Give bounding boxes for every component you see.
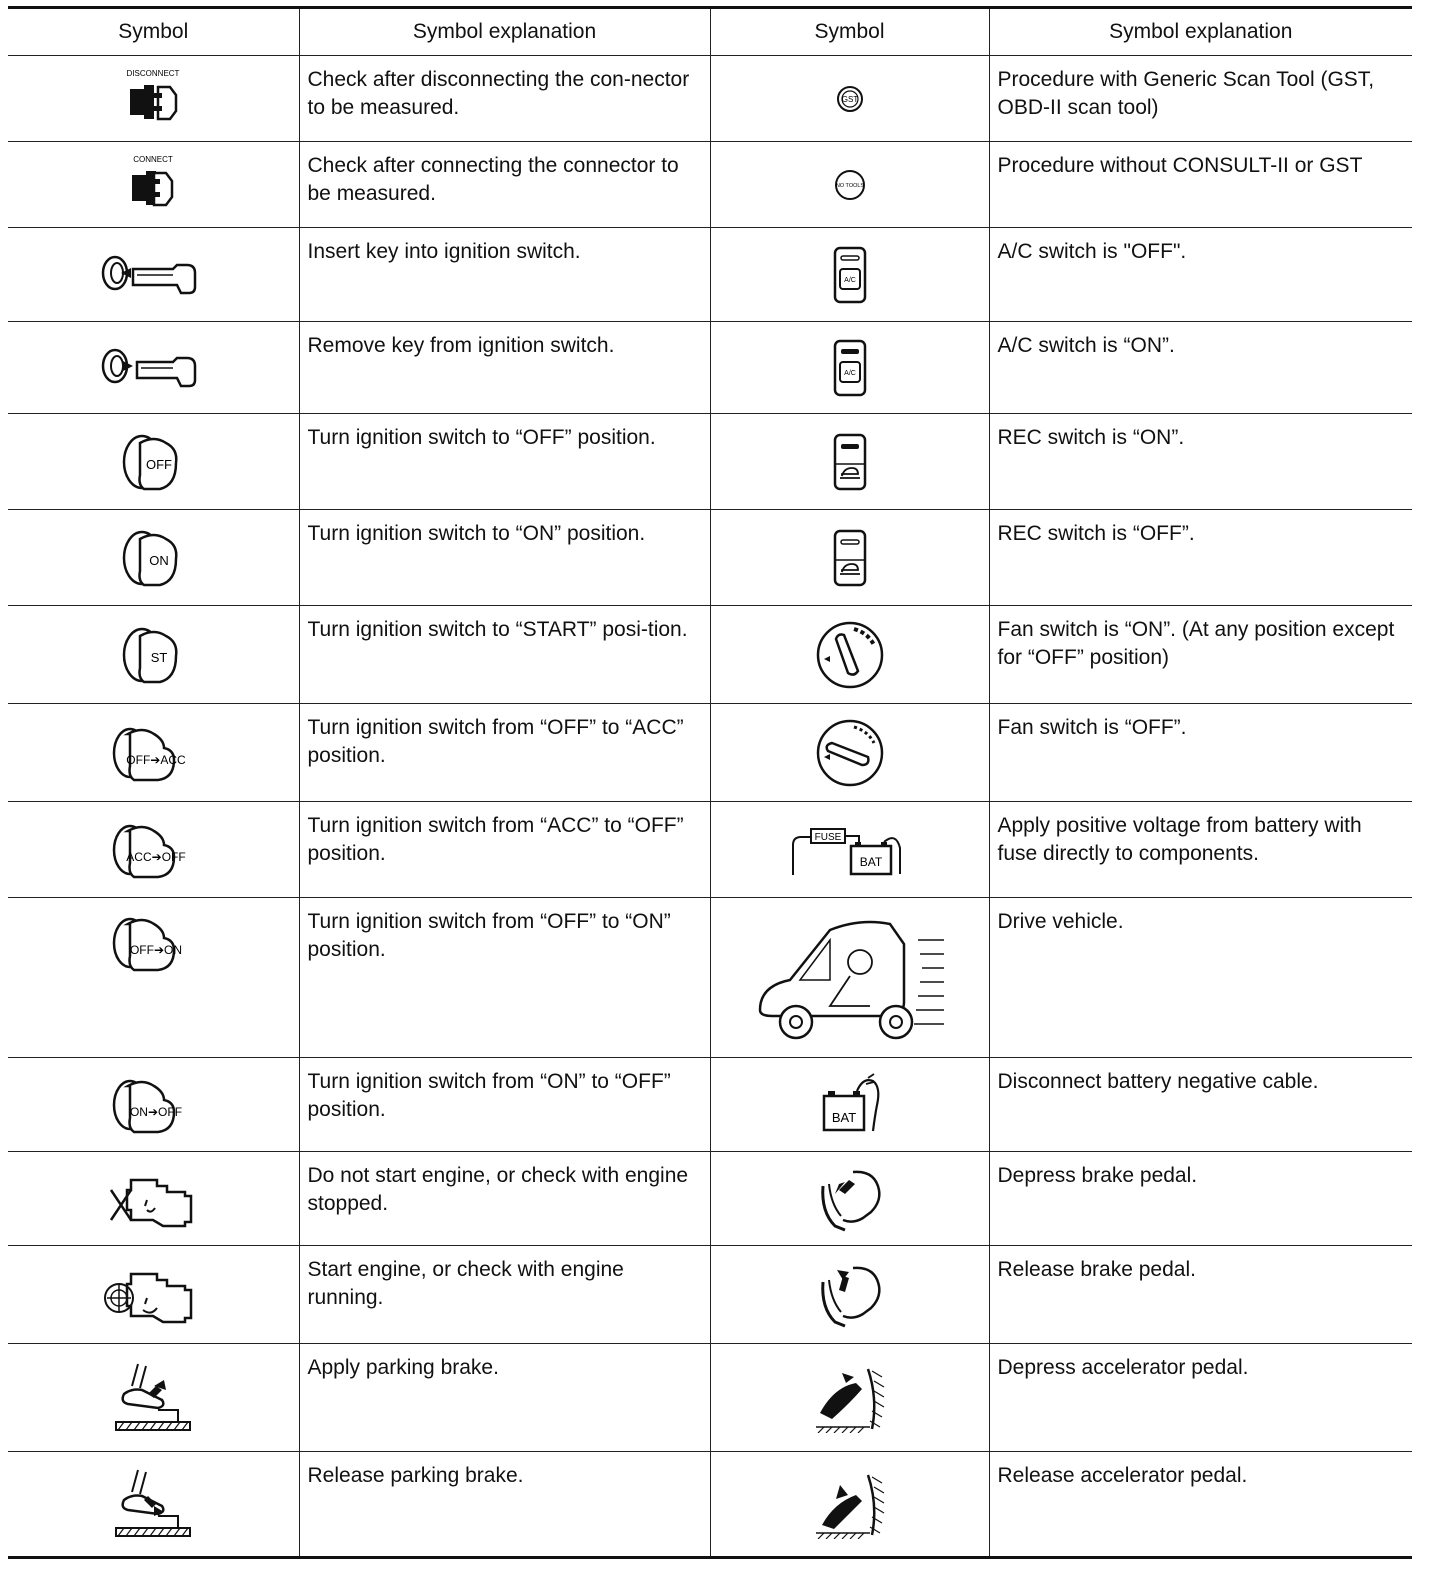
ac-switch-off-icon: [832, 245, 868, 305]
svg-text:BAT: BAT: [831, 1109, 856, 1125]
svg-text:ON➔OFF: ON➔OFF: [130, 1104, 183, 1119]
svg-text:A/C: A/C: [843, 369, 856, 377]
ignition-off-to-on-icon: [108, 910, 198, 976]
symbol-cell: [710, 802, 989, 898]
symbol-cell: [8, 606, 299, 704]
symbol-cell: [710, 1058, 989, 1152]
header-symbol-left: Symbol: [8, 8, 299, 56]
svg-text:ON: ON: [149, 552, 169, 568]
symbol-cell: [710, 414, 989, 510]
symbol-cell: [710, 228, 989, 322]
explanation-cell: Turn ignition switch to “ON” position.: [299, 510, 710, 606]
rec-switch-off-icon: [832, 528, 868, 588]
ignition-start-icon: [118, 622, 188, 688]
header-explanation-right: Symbol explanation: [989, 8, 1412, 56]
symbol-cell: [8, 56, 299, 142]
remove-key-icon: [93, 338, 213, 398]
explanation-cell: Apply positive voltage from battery with fuse directly to components.: [989, 802, 1412, 898]
explanation-cell: Turn ignition switch from “ACC” to “OFF” position.: [299, 802, 710, 898]
explanation-cell: Drive vehicle.: [989, 898, 1412, 1058]
gst-icon: [835, 84, 865, 114]
symbol-cell: [8, 802, 299, 898]
apply-parking-brake-icon: [108, 1360, 198, 1436]
svg-text:DISCONNECT: DISCONNECT: [126, 68, 180, 78]
svg-text:ACC➔OFF: ACC➔OFF: [126, 849, 186, 864]
symbol-cell: [710, 1152, 989, 1246]
explanation-cell: Fan switch is “OFF”.: [989, 704, 1412, 802]
table-row: [8, 56, 1412, 142]
symbol-cell: [8, 414, 299, 510]
header-row: [8, 8, 1412, 56]
table-row: [8, 1344, 1412, 1452]
explanation-cell: REC switch is “ON”.: [989, 414, 1412, 510]
connect-connector-icon: [108, 153, 198, 217]
ignition-acc-to-off-icon: [108, 817, 198, 883]
symbol-cell: [8, 1452, 299, 1558]
table-row: [8, 414, 1412, 510]
release-accelerator-icon: [812, 1469, 888, 1539]
explanation-cell: Remove key from ignition switch.: [299, 322, 710, 414]
explanation-cell: Depress brake pedal.: [989, 1152, 1412, 1246]
explanation-cell: Fan switch is “ON”. (At any position except for “OFF” position): [989, 606, 1412, 704]
table-row: [8, 606, 1412, 704]
header-explanation-left: Symbol explanation: [299, 8, 710, 56]
no-tools-icon: [833, 168, 867, 202]
symbol-cell: [710, 510, 989, 606]
table-row: [8, 142, 1412, 228]
symbol-cell: [8, 510, 299, 606]
explanation-cell: Turn ignition switch from “OFF” to “ON” position.: [299, 898, 710, 1058]
svg-text:OFF➔ON: OFF➔ON: [130, 943, 183, 957]
insert-key-icon: [93, 245, 213, 305]
explanation-cell: Disconnect battery negative cable.: [989, 1058, 1412, 1152]
release-brake-icon: [815, 1260, 885, 1330]
engine-stopped-icon: [103, 1166, 203, 1232]
engine-running-icon: [103, 1260, 203, 1330]
symbol-cell: [710, 56, 989, 142]
explanation-cell: Do not start engine, or check with engine stopped.: [299, 1152, 710, 1246]
svg-text:FUSE: FUSE: [814, 831, 841, 843]
explanation-cell: Insert key into ignition switch.: [299, 228, 710, 322]
release-parking-brake-icon: [108, 1466, 198, 1542]
explanation-cell: Apply parking brake.: [299, 1344, 710, 1452]
svg-text:GST: GST: [841, 94, 858, 104]
explanation-cell: Release brake pedal.: [989, 1246, 1412, 1344]
explanation-cell: Release parking brake.: [299, 1452, 710, 1558]
symbol-cell: [8, 1058, 299, 1152]
table-row: [8, 704, 1412, 802]
symbol-cell: [710, 1246, 989, 1344]
fan-switch-on-icon: [814, 619, 886, 691]
ac-switch-on-icon: [832, 338, 868, 398]
explanation-cell: Procedure without CONSULT-II or GST: [989, 142, 1412, 228]
explanation-cell: Depress accelerator pedal.: [989, 1344, 1412, 1452]
table-row: [8, 510, 1412, 606]
explanation-cell: REC switch is “OFF”.: [989, 510, 1412, 606]
explanation-cell: Start engine, or check with engine running.: [299, 1246, 710, 1344]
table-row: [8, 322, 1412, 414]
fan-switch-off-icon: [814, 717, 886, 789]
symbol-cell: [710, 142, 989, 228]
symbol-cell: [710, 1344, 989, 1452]
svg-text:CONNECT: CONNECT: [133, 154, 174, 164]
header-symbol-right: Symbol: [710, 8, 989, 56]
svg-text:OFF: OFF: [146, 456, 173, 472]
explanation-cell: Turn ignition switch from “OFF” to “ACC” position.: [299, 704, 710, 802]
svg-text:OFF➔ACC: OFF➔ACC: [126, 752, 186, 767]
symbol-cell: [8, 704, 299, 802]
explanation-cell: Turn ignition switch to “OFF” position.: [299, 414, 710, 510]
table-row: [8, 898, 1412, 1058]
explanation-cell: Turn ignition switch from “ON” to “OFF” position.: [299, 1058, 710, 1152]
symbol-cell: [8, 322, 299, 414]
symbol-cell: [710, 606, 989, 704]
table-row: [8, 1058, 1412, 1152]
disconnect-connector-icon: [108, 67, 198, 131]
symbol-cell: [710, 322, 989, 414]
symbol-cell: [8, 1246, 299, 1344]
svg-text:A/C: A/C: [843, 276, 856, 284]
depress-accelerator-icon: [812, 1363, 888, 1433]
symbol-cell: [8, 1152, 299, 1246]
ignition-on-to-off-icon: [108, 1072, 198, 1138]
svg-text:NO TOOLS: NO TOOLS: [835, 182, 864, 189]
fuse-battery-icon: [785, 819, 915, 881]
explanation-cell: A/C switch is "OFF".: [989, 228, 1412, 322]
symbol-cell: [710, 898, 989, 1058]
table-row: [8, 1152, 1412, 1246]
symbol-cell: [710, 704, 989, 802]
ignition-off-to-acc-icon: [108, 720, 198, 786]
svg-text:BAT: BAT: [859, 854, 882, 869]
symbol-cell: [8, 1344, 299, 1452]
table-row: [8, 1452, 1412, 1558]
explanation-cell: A/C switch is “ON”.: [989, 322, 1412, 414]
table-row: [8, 802, 1412, 898]
depress-brake-icon: [815, 1164, 885, 1234]
explanation-cell: Release accelerator pedal.: [989, 1452, 1412, 1558]
explanation-cell: Check after disconnecting the con-nector to be measured.: [299, 56, 710, 142]
explanation-cell: Procedure with Generic Scan Tool (GST, OBD-II scan tool): [989, 56, 1412, 142]
symbol-cell: [8, 142, 299, 228]
ignition-off-icon: [118, 429, 188, 495]
symbol-cell: [710, 1452, 989, 1558]
table-row: [8, 1246, 1412, 1344]
battery-disconnect-icon: [810, 1072, 890, 1138]
symbol-cell: [8, 898, 299, 1058]
explanation-cell: Check after connecting the connector to be measured.: [299, 142, 710, 228]
svg-text:ST: ST: [150, 649, 168, 665]
ignition-on-icon: [118, 525, 188, 591]
symbol-table: [8, 6, 1412, 1559]
rec-switch-on-icon: [832, 432, 868, 492]
table-row: [8, 228, 1412, 322]
explanation-cell: Turn ignition switch to “START” posi-tion.: [299, 606, 710, 704]
drive-vehicle-icon: [750, 910, 950, 1046]
symbol-cell: [8, 228, 299, 322]
